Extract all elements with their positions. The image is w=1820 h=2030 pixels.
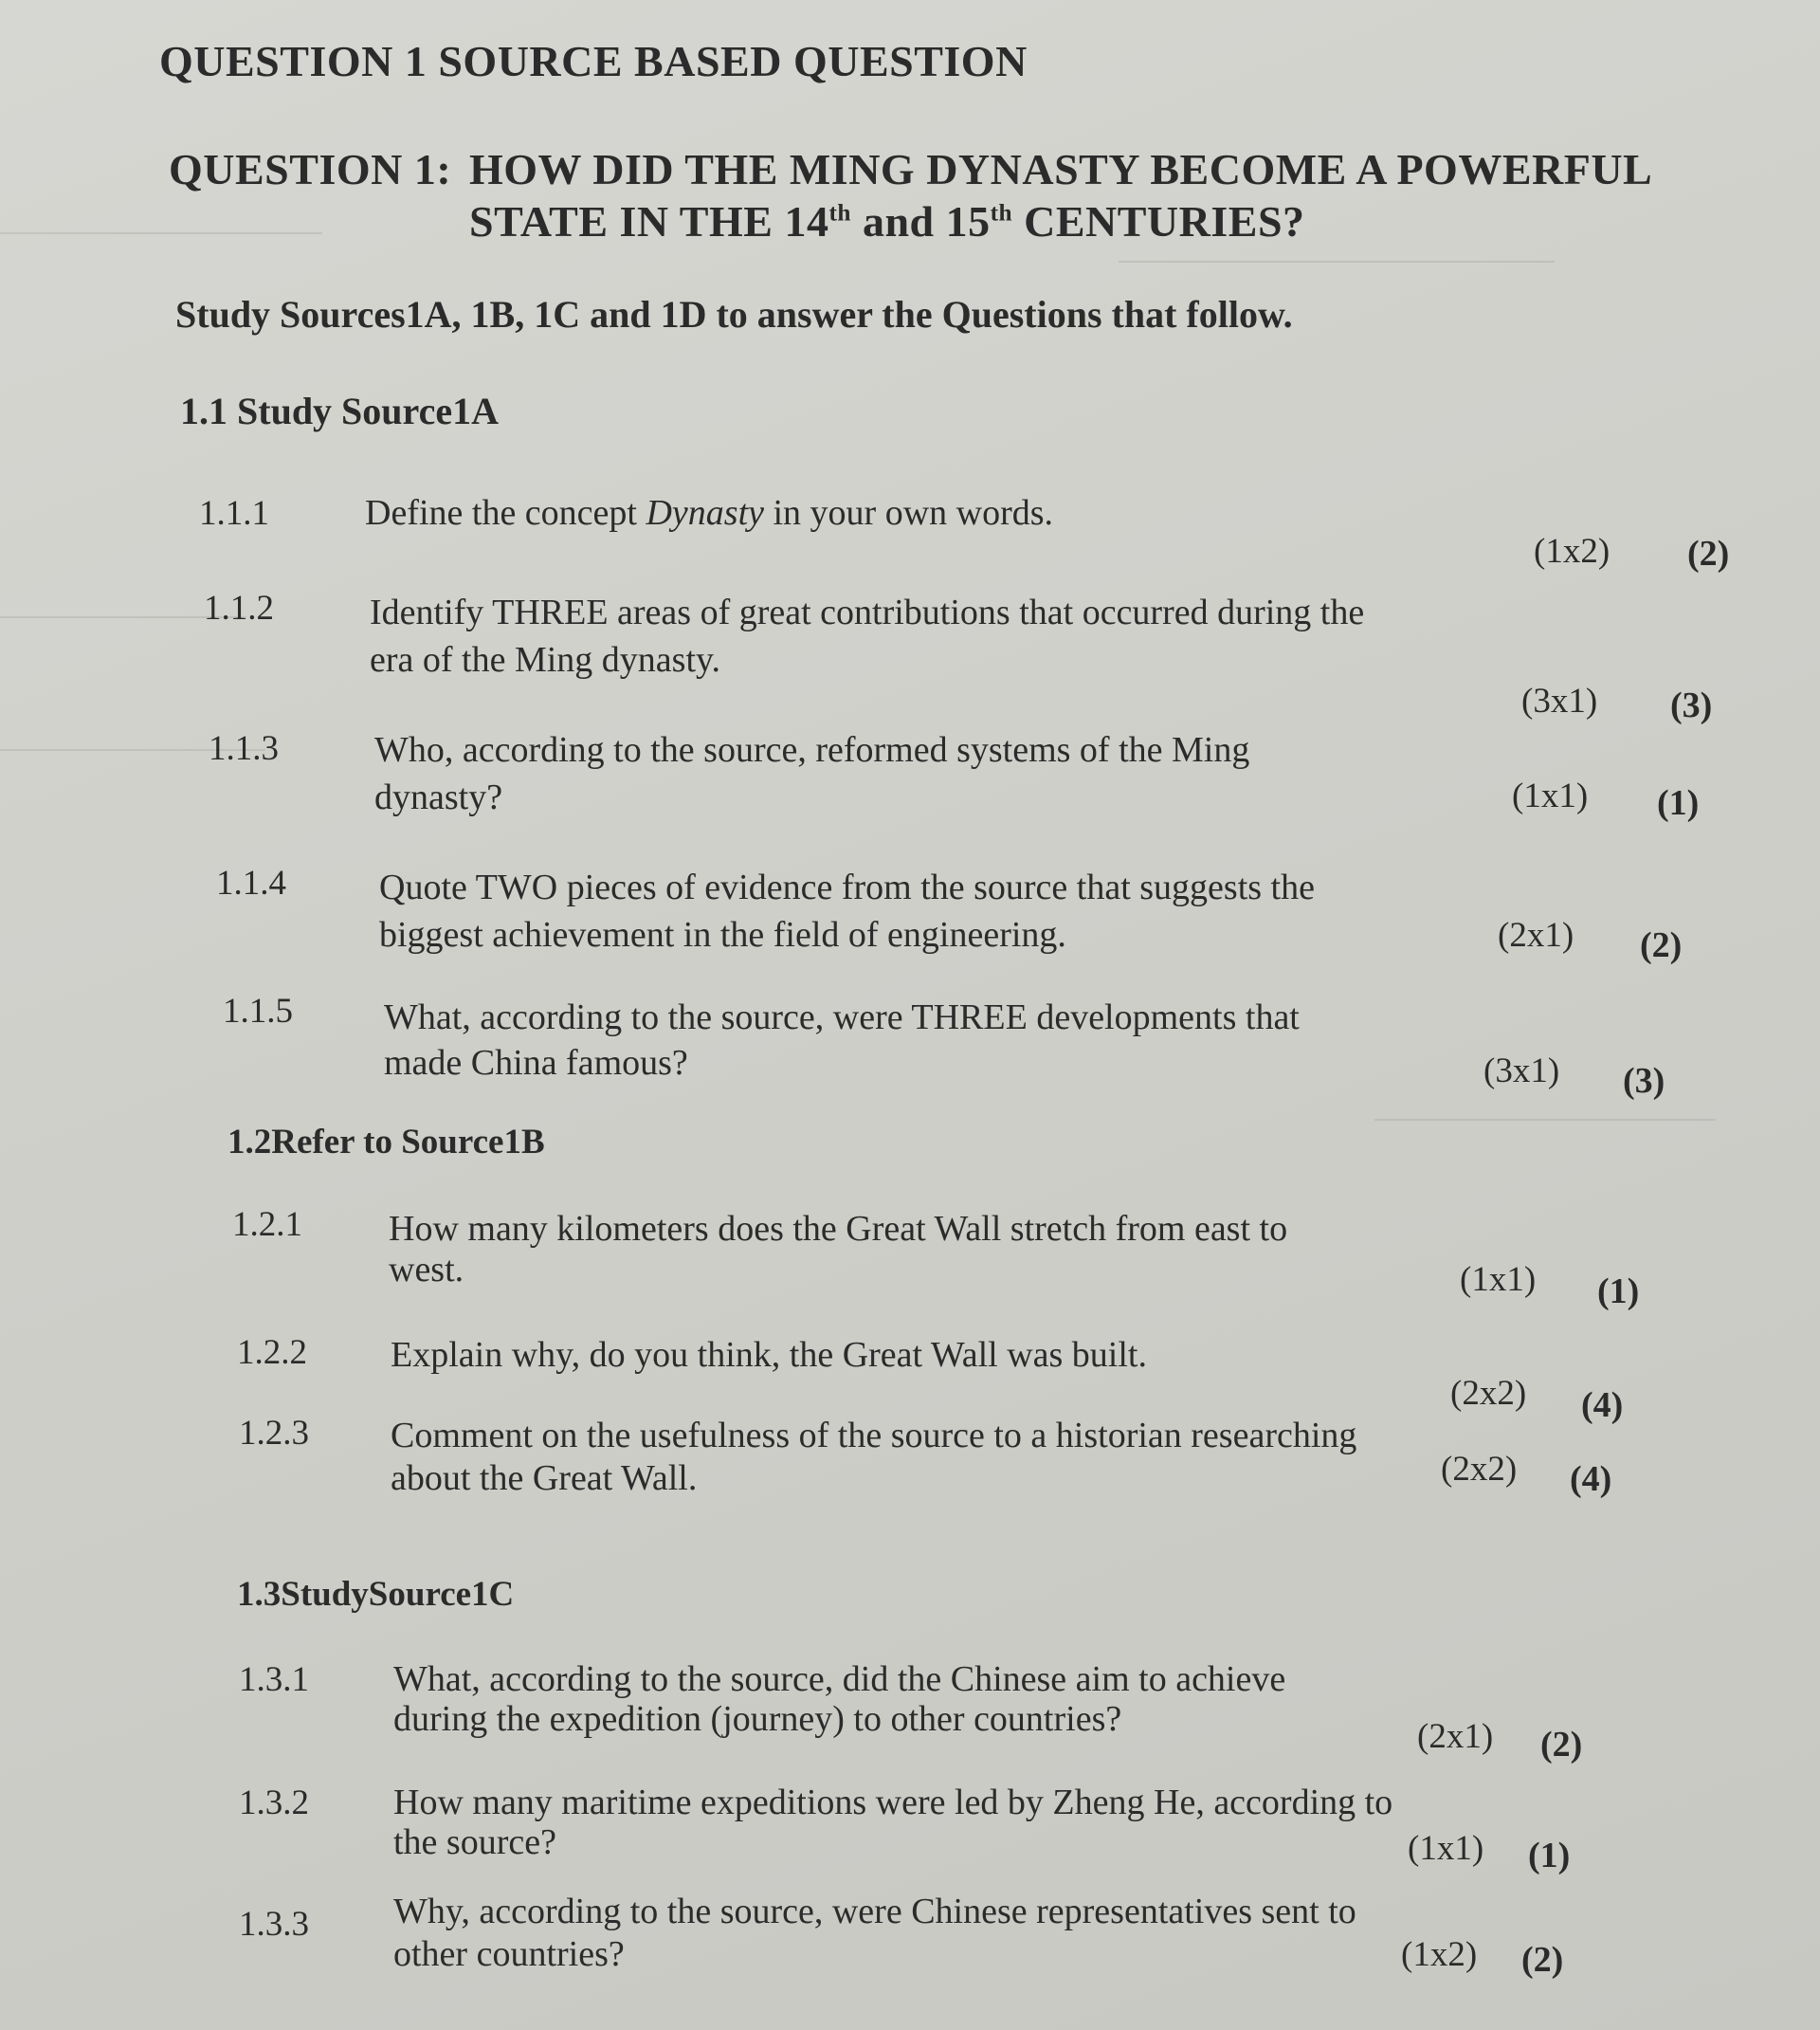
question-text-line2: other countries? — [393, 1934, 625, 1974]
question-number: 1.1.1 — [199, 494, 269, 533]
total-marks: (1) — [1597, 1271, 1640, 1311]
page-heading: QUESTION 1 SOURCE BASED QUESTION — [159, 37, 1028, 85]
question-title-line2: STATE IN THE 14th and 15th CENTURIES? — [469, 197, 1305, 246]
mark-allocation: (3x1) — [1521, 682, 1598, 721]
total-marks: (2) — [1521, 1940, 1564, 1980]
total-marks: (2) — [1687, 534, 1730, 574]
question-text-line2: the source? — [393, 1822, 556, 1862]
question-number: 1.2.1 — [232, 1205, 302, 1244]
mark-allocation: (2x1) — [1417, 1717, 1494, 1756]
question-title-line1: HOW DID THE MING DYNASTY BECOME A POWERFUL — [469, 145, 1653, 193]
question-text-line1: Why, according to the source, were Chinese representatives sent to — [393, 1892, 1356, 1931]
question-text: Define the concept Dynasty in your own words. — [365, 493, 1054, 533]
mark-allocation: (2x2) — [1450, 1374, 1527, 1413]
question-text-line2: dynasty? — [374, 777, 503, 817]
question-number: 1.2.2 — [237, 1333, 307, 1372]
question-text-line1: Who, according to the source, reformed systems of the Ming — [374, 730, 1250, 770]
question-text-line1: Explain why, do you think, the Great Wall was built. — [391, 1335, 1147, 1375]
section-title-1-1: 1.1 Study Source1A — [180, 390, 499, 432]
question-number: 1.1.4 — [216, 864, 286, 903]
question-label: QUESTION 1: — [169, 145, 452, 193]
section-title-1-2: 1.2Refer to Source1B — [228, 1123, 545, 1161]
question-number: 1.3.2 — [239, 1783, 309, 1822]
question-text-line2: during the expedition (journey) to other countries? — [393, 1699, 1122, 1739]
mark-allocation: (1x2) — [1401, 1935, 1478, 1974]
question-text-line2: about the Great Wall. — [391, 1458, 698, 1498]
mark-allocation: (2x1) — [1498, 916, 1574, 955]
question-text-line2: west. — [389, 1250, 464, 1289]
question-text-line1: Identify THREE areas of great contributions that occurred during the — [370, 593, 1365, 632]
mark-allocation: (1x1) — [1460, 1260, 1537, 1299]
question-number: 1.3.3 — [239, 1905, 309, 1944]
question-number: 1.1.5 — [223, 992, 293, 1031]
question-number: 1.2.3 — [239, 1414, 309, 1453]
mark-allocation: (1x2) — [1534, 532, 1611, 571]
mark-allocation: (1x1) — [1408, 1829, 1484, 1868]
question-text-line1: What, according to the source, did the Chinese aim to achieve — [393, 1659, 1286, 1699]
total-marks: (2) — [1540, 1725, 1583, 1765]
total-marks: (1) — [1528, 1836, 1571, 1875]
total-marks: (3) — [1623, 1061, 1665, 1101]
question-text-line1: What, according to the source, were THREE developments that — [384, 997, 1300, 1037]
question-text-line2: made China famous? — [384, 1043, 688, 1083]
total-marks: (4) — [1570, 1459, 1612, 1499]
question-text-line2: biggest achievement in the field of engineering. — [379, 915, 1066, 955]
total-marks: (4) — [1581, 1385, 1624, 1425]
mark-allocation: (2x2) — [1441, 1450, 1518, 1489]
mark-allocation: (1x1) — [1512, 777, 1589, 815]
mark-allocation: (3x1) — [1483, 1052, 1560, 1090]
question-text-line1: How many kilometers does the Great Wall stretch from east to — [389, 1209, 1288, 1249]
question-number: 1.3.1 — [239, 1660, 309, 1699]
question-text-line1: Quote TWO pieces of evidence from the source that suggests the — [379, 868, 1315, 907]
question-number: 1.1.3 — [209, 729, 279, 768]
question-number: 1.1.2 — [204, 589, 274, 628]
question-text-line1: How many maritime expeditions were led by Zheng He, according to — [393, 1783, 1393, 1822]
instruction-text: Study Sources1A, 1B, 1C and 1D to answer the Questions that follow. — [175, 293, 1293, 336]
question-text-line2: era of the Ming dynasty. — [370, 640, 721, 680]
total-marks: (3) — [1670, 686, 1713, 725]
question-text-line1: Comment on the usefulness of the source to a historian researching — [391, 1416, 1357, 1455]
total-marks: (1) — [1657, 783, 1700, 823]
total-marks: (2) — [1640, 925, 1683, 965]
section-title-1-3: 1.3StudySource1C — [237, 1575, 515, 1614]
